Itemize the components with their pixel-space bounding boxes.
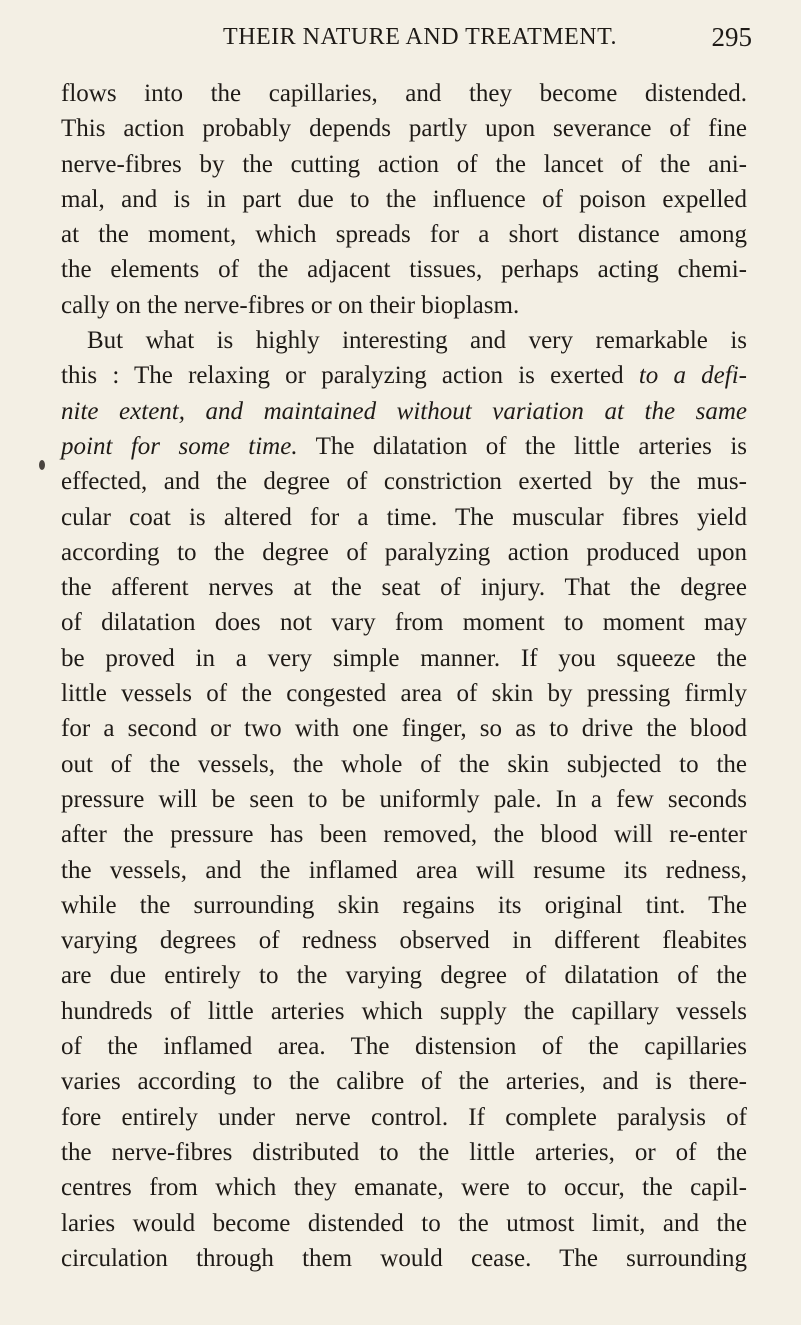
text-line bbox=[61, 1100, 747, 1135]
text-segment: circulation through them would cease. The surrounding bbox=[61, 1244, 747, 1272]
text-line bbox=[61, 676, 747, 711]
text-line bbox=[61, 182, 747, 217]
text-segment: This action probably depends partly upon severance of fine bbox=[61, 115, 747, 143]
text-line bbox=[61, 1170, 747, 1205]
text-segment: be proved in a very simple manner. If you squeeze the bbox=[61, 644, 747, 672]
text-segment: of the inflamed area. The distension of the capillaries bbox=[61, 1033, 747, 1061]
running-head-title: THEIR NATURE AND TREATMENT. bbox=[223, 24, 617, 50]
text-line bbox=[61, 323, 747, 358]
text-segment: the afferent nerves at the seat of injury. That the degree bbox=[61, 574, 747, 602]
text-line bbox=[61, 147, 747, 182]
text-line bbox=[61, 288, 747, 323]
text-line bbox=[61, 358, 747, 393]
italic-segment: point for some time. bbox=[61, 432, 298, 460]
text-segment: nerve-fibres by the cutting action of the lancet of the ani- bbox=[61, 150, 747, 178]
text-segment: the nerve-fibres distributed to the little arteries, or of the bbox=[61, 1138, 747, 1166]
text-segment: cally on the nerve-fibres or on their bioplasm. bbox=[61, 291, 520, 319]
text-line bbox=[61, 817, 747, 852]
text-segment: effected, and the degree of constriction exerted by the mus- bbox=[61, 468, 747, 496]
running-head bbox=[88, 19, 752, 55]
text-line bbox=[61, 429, 747, 464]
text-line bbox=[61, 1029, 747, 1064]
text-line bbox=[61, 464, 747, 499]
text-line bbox=[61, 641, 747, 676]
text-line bbox=[61, 1206, 747, 1241]
text-line bbox=[61, 711, 747, 746]
text-line bbox=[61, 605, 747, 640]
margin-ink-mark bbox=[39, 460, 45, 470]
text-segment: varying degrees of redness observed in different fleabites bbox=[61, 927, 747, 955]
text-line bbox=[61, 958, 747, 993]
text-line bbox=[61, 76, 747, 111]
text-segment: little vessels of the congested area of skin by pressing firmly bbox=[61, 680, 747, 708]
body-text bbox=[61, 76, 747, 1276]
text-line bbox=[61, 923, 747, 958]
text-segment: after the pressure has been removed, the blood will re-enter bbox=[61, 821, 747, 849]
text-line bbox=[61, 500, 747, 535]
text-line bbox=[61, 535, 747, 570]
text-segment: The dilatation of the little arteries is bbox=[297, 432, 747, 460]
text-segment: while the surrounding skin regains its original tint. The bbox=[61, 891, 747, 919]
text-segment: at the moment, which spreads for a short distance among bbox=[61, 221, 747, 249]
text-segment: fore entirely under nerve control. If complete paralysis of bbox=[61, 1103, 747, 1131]
text-segment: varies according to the calibre of the arteries, and is there- bbox=[61, 1068, 747, 1096]
text-segment: according to the degree of paralyzing action produced upon bbox=[61, 538, 747, 566]
text-line bbox=[61, 1241, 747, 1276]
text-segment: the elements of the adjacent tissues, perhaps acting chemi- bbox=[61, 256, 747, 284]
text-line bbox=[61, 217, 747, 252]
text-segment: centres from which they emanate, were to occur, the capil- bbox=[61, 1174, 747, 1202]
text-line bbox=[61, 747, 747, 782]
text-segment: pressure will be seen to be uniformly pale. In a few seconds bbox=[61, 785, 747, 813]
text-segment: for a second or two with one finger, so as to drive the blood bbox=[61, 715, 747, 743]
italic-segment: to a defi- bbox=[638, 362, 748, 390]
text-segment: But what is highly interesting and very remarkable is bbox=[87, 327, 747, 355]
text-segment: are due entirely to the varying degree of dilatation of the bbox=[61, 962, 747, 990]
text-segment: of dilatation does not vary from moment to moment may bbox=[61, 609, 747, 637]
text-segment: hundreds of little arteries which supply the capillary vessels bbox=[61, 997, 747, 1025]
text-segment: flows into the capillaries, and they become distended. bbox=[61, 80, 747, 107]
text-line bbox=[61, 1064, 747, 1099]
text-line bbox=[61, 570, 747, 605]
text-line bbox=[61, 111, 747, 146]
text-line bbox=[61, 853, 747, 888]
text-segment: out of the vessels, the whole of the skin subjected to the bbox=[61, 750, 747, 778]
text-line bbox=[61, 1135, 747, 1170]
text-segment: mal, and is in part due to the influence of poison expelled bbox=[61, 185, 747, 213]
text-line bbox=[61, 252, 747, 287]
text-segment: this : The relaxing or paralyzing action is exerted bbox=[61, 362, 639, 390]
page-number: 295 bbox=[711, 22, 752, 52]
text-line bbox=[61, 782, 747, 817]
text-segment: laries would become distended to the utmost limit, and the bbox=[61, 1209, 747, 1237]
text-line bbox=[61, 888, 747, 923]
text-segment: the vessels, and the inflamed area will resume its redness, bbox=[61, 856, 747, 884]
text-line bbox=[61, 394, 747, 429]
italic-segment: nite extent, and maintained without variation at the same bbox=[61, 397, 747, 425]
text-segment: cular coat is altered for a time. The muscular fibres yield bbox=[61, 503, 747, 531]
text-line bbox=[61, 994, 747, 1029]
